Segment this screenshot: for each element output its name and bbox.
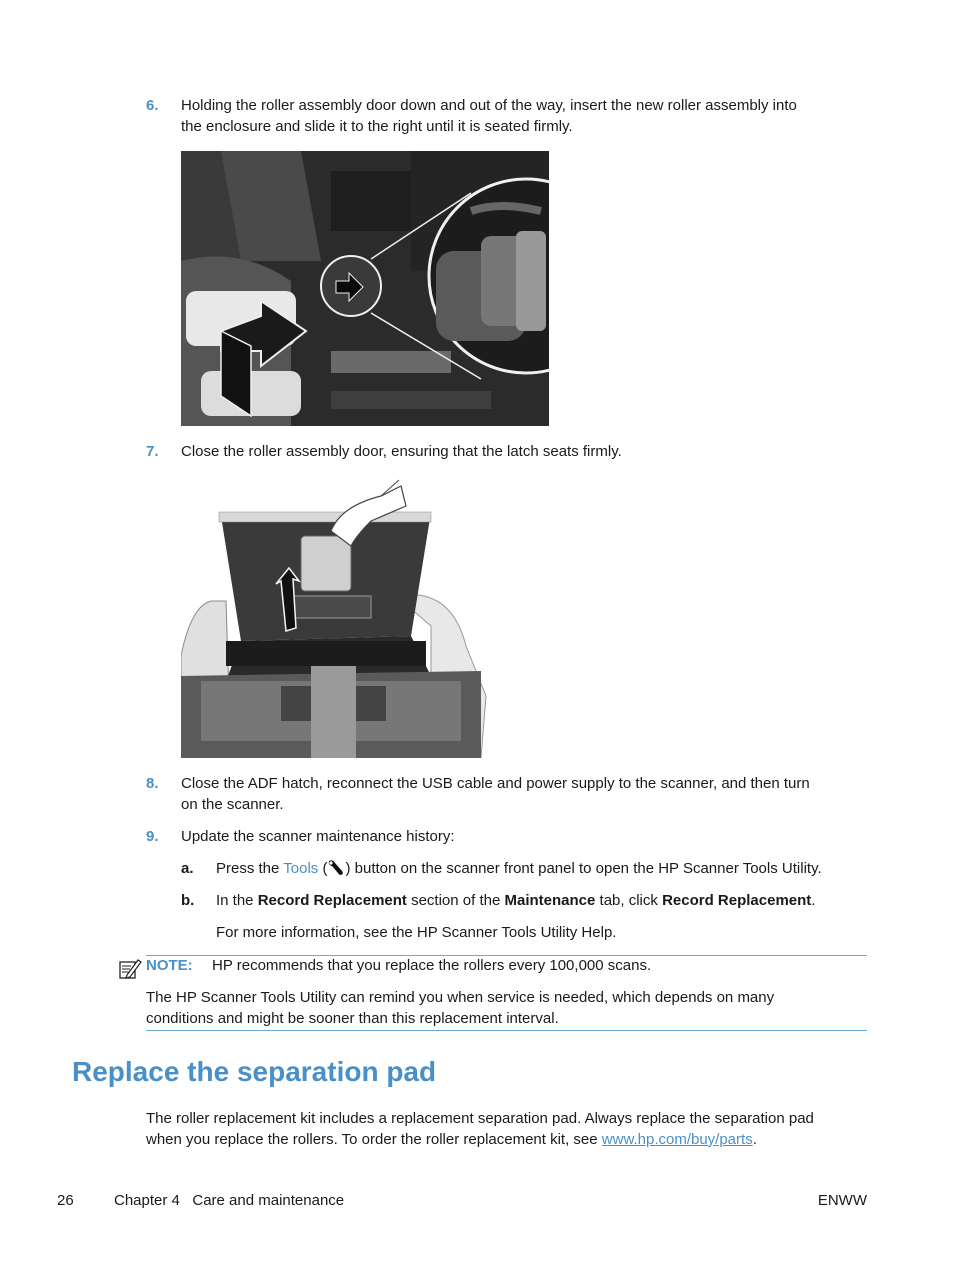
step-text <box>181 95 871 137</box>
tools-button-label: Tools <box>283 860 319 877</box>
roller-insert-photo <box>181 151 549 426</box>
note-paragraph-line: conditions and might be sooner than this replacement interval. <box>146 1010 559 1027</box>
step-number: 7. <box>146 443 159 460</box>
note-paragraph <box>146 987 867 1029</box>
substep-text-end: . <box>811 892 816 909</box>
step-number: 9. <box>146 828 159 845</box>
note-bottom-rule <box>146 1030 867 1031</box>
footer-edition: ENWW <box>817 1192 867 1209</box>
substep-label: b. <box>181 892 195 909</box>
step-number: 6. <box>146 97 159 114</box>
step-text <box>181 773 871 815</box>
note-paragraph-line: The HP Scanner Tools Utility can remind you when service is needed, which depends on many <box>146 989 775 1006</box>
chapter-title: Chapter 4 Care and maintenance <box>114 1192 345 1209</box>
step-text-line: on the scanner. <box>181 796 284 813</box>
section-paragraph <box>146 1108 876 1150</box>
section-paragraph-line <box>146 1129 876 1150</box>
substep-text-mid: section of the <box>411 892 501 909</box>
step-text: Update the scanner maintenance history: <box>181 828 455 845</box>
step-text-line: Close the ADF hatch, reconnect the USB cable and power supply to the scanner, and then turn <box>181 775 810 792</box>
substep-text-pre: In the <box>216 892 254 909</box>
section-paragraph-pre: when you replace the rollers. To order the roller replacement kit, see <box>146 1131 598 1148</box>
record-replacement-button-label: Record Replacement <box>662 892 812 909</box>
substep-text: Press the Tools ( ) button on the scanner front panel to open the HP Scanner Tools Utility. <box>216 858 822 882</box>
substep-text-pre: Press the <box>216 860 280 877</box>
substep-label: a. <box>181 860 194 877</box>
wrench-icon <box>327 859 345 882</box>
substep-text-mid2: tab, click <box>599 892 658 909</box>
section-heading: Replace the separation pad <box>72 1056 437 1087</box>
step-text-line: the enclosure and slide it to the right until it is seated firmly. <box>181 118 573 135</box>
note-label: NOTE: <box>146 957 193 974</box>
close-door-photo <box>181 476 488 758</box>
step-text-line: Holding the roller assembly door down and out of the way, insert the new roller assembly into <box>181 97 797 114</box>
maintenance-tab: Maintenance <box>504 892 596 909</box>
section-paragraph-post: . <box>752 1131 757 1148</box>
step-text: Close the roller assembly door, ensuring that the latch seats firmly. <box>181 443 622 460</box>
substep-text-post: button on the scanner front panel to open the HP Scanner Tools Utility. <box>354 860 822 877</box>
note-text: HP recommends that you replace the rollers every 100,000 scans. <box>212 957 652 974</box>
parts-link[interactable]: www.hp.com/buy/parts <box>601 1131 753 1148</box>
substep-text <box>216 890 815 911</box>
section-paragraph-line: The roller replacement kit includes a replacement separation pad. Always replace the separation pad <box>146 1110 814 1127</box>
record-replacement-section: Record Replacement <box>257 892 407 909</box>
substep-more-info: For more information, see the HP Scanner Tools Utility Help. <box>216 924 617 941</box>
step-number: 8. <box>146 775 159 792</box>
page-number: 26 <box>57 1192 74 1209</box>
note-pencil-icon <box>118 957 142 987</box>
